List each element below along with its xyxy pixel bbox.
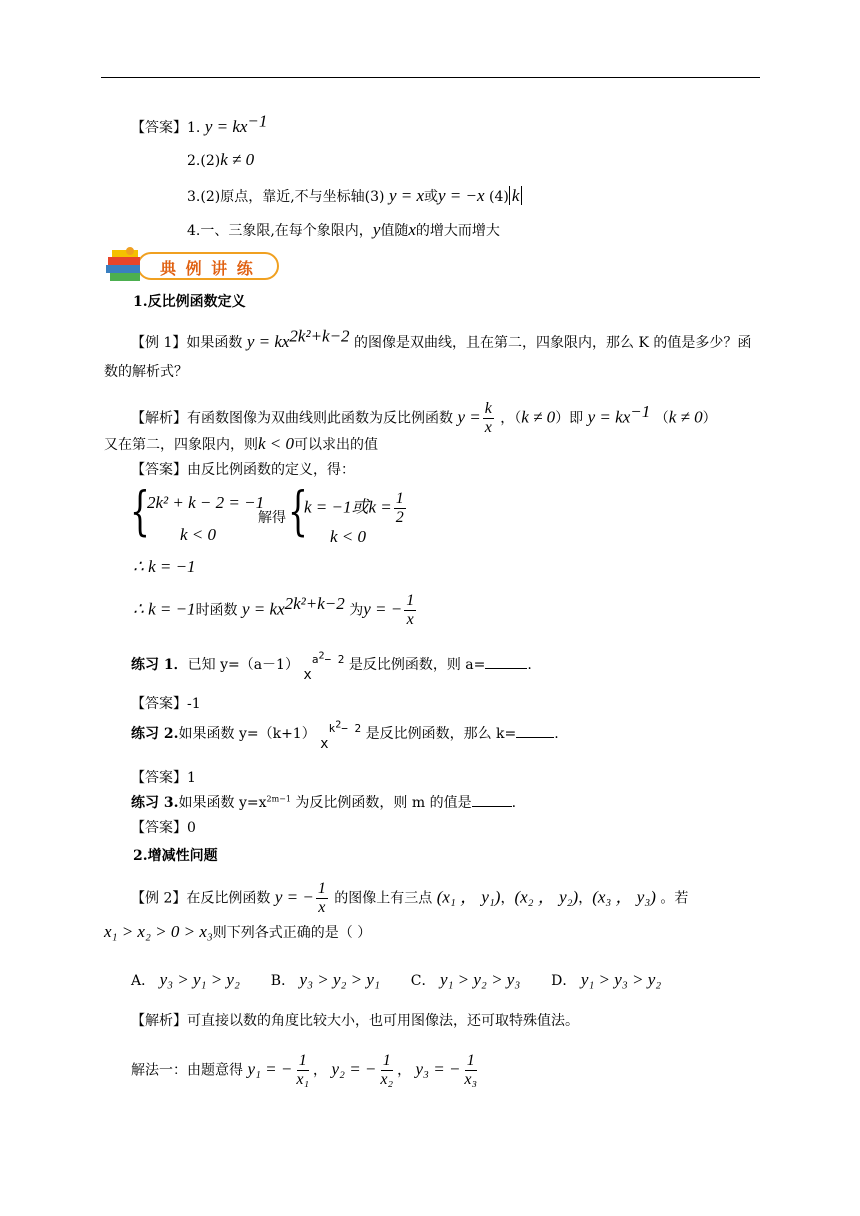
therefore-2: ∴ k = −1时函数 $y = kx^{2k^2+k-2}$ 为y = − $\frac{1}{x}$ — [133, 592, 415, 628]
example-2-options — [131, 970, 661, 991]
header-rule — [101, 77, 760, 78]
section-banner — [104, 245, 280, 285]
answer-1-intro: 【答案】由反比例函数的定义，得： — [131, 462, 355, 478]
analysis-1-line-2: 又在第二，四象限内，则k < 0可以求出的值 — [104, 434, 379, 453]
practice-1-answer: 【答案】-1 — [131, 696, 201, 712]
answer-line-1: 【答案】1. $y = kx^{-1}$ — [131, 111, 268, 136]
practice-3: 练习 3.如果函数 $y=x^{2m-1}$ 为反比例函数，则 m 的值是 . — [131, 794, 517, 811]
section-2-title: 2.增减性问题 — [133, 848, 218, 864]
banner-title: 典 例 讲 练 — [160, 259, 255, 278]
system-1-eq-2: k < 0 — [180, 525, 217, 544]
therefore-1: ∴ k = −1 — [133, 557, 196, 576]
left-brace-2: { — [288, 482, 308, 542]
system-2-eq-1: k = −1或k = $\frac{1}{2}$ — [304, 490, 404, 526]
practice-2-answer: 【答案】1 — [131, 770, 196, 786]
option-b: B． y₃ > y₂ > y₁ — [270, 970, 380, 989]
answer-line-3: 3.(2)原点，靠近,不与坐标轴(3) y = x或y = −x (4) k — [187, 186, 522, 207]
analysis-1-line-1: 【解析】有函数图像为双曲线则此函数为反比例函数 y = $\frac{k}{x}$ ，（k ≠ 0）即 $y = kx^{-1}$ （k ≠ 0） — [131, 400, 717, 436]
practice-3-answer: 【答案】0 — [131, 820, 196, 836]
solution-1: 解法一：由题意得 y₁ = − $\frac{1}{\text{x₁}}$ ， y₂ = − $\frac{1}{\text{x₂}}$ ， y₃ = − $\frac{1}{\text{x₃}}$ — [131, 1052, 478, 1088]
option-c: C． y₁ > y₂ > y₃ — [410, 970, 521, 989]
option-d: D． y₁ > y₃ > y₂ — [551, 970, 662, 989]
example-1-line-2: 数的解析式？ — [104, 364, 188, 380]
example-2-line-1: 【例 2】在反比例函数 y = − $\frac{1}{x}$ 的图像上有三点 (x₁ ， y₁)，(x₂ ， y₂)，(x₃ ， y₃) 。若 — [131, 880, 689, 916]
practice-2: 练习 2.如果函数 y=（k+1） $x^{k^2- 2}$ 是反比例函数，那么 k= . — [131, 719, 559, 752]
practice-1: 练习 1．已知 y=（a－1） $x^{a^2- 2}$ 是反比例函数，则 a= . — [131, 650, 532, 683]
example-1-line-1: 【例 1】如果函数 $y = kx^{2k^2+k-2}$ 的图像是双曲线，且在第二，四象限内，那么 K 的值是多少？函 — [131, 326, 752, 351]
system-1-eq-1: 2k² + k − 2 = −1 — [147, 493, 265, 512]
example-2-line-2: x₁ > x₂ > 0 > x₃则下列各式正确的是（ ） — [104, 922, 372, 941]
answer-line-4: 4.一、三象限,在每个象限内，y值随x的增大而增大 — [187, 220, 500, 239]
option-a: A． y₃ > y₁ > y₂ — [131, 970, 240, 989]
section-1-title: 1.反比例函数定义 — [133, 294, 246, 310]
answer-line-2: 2.(2)k ≠ 0 — [187, 150, 255, 169]
left-brace-1: { — [130, 482, 150, 542]
system-2-eq-2: k < 0 — [330, 527, 367, 546]
analysis-2: 【解析】可直接以数的角度比较大小，也可用图像法，还可取特殊值法。 — [131, 1013, 579, 1029]
solve-label: 解得 — [258, 510, 286, 526]
